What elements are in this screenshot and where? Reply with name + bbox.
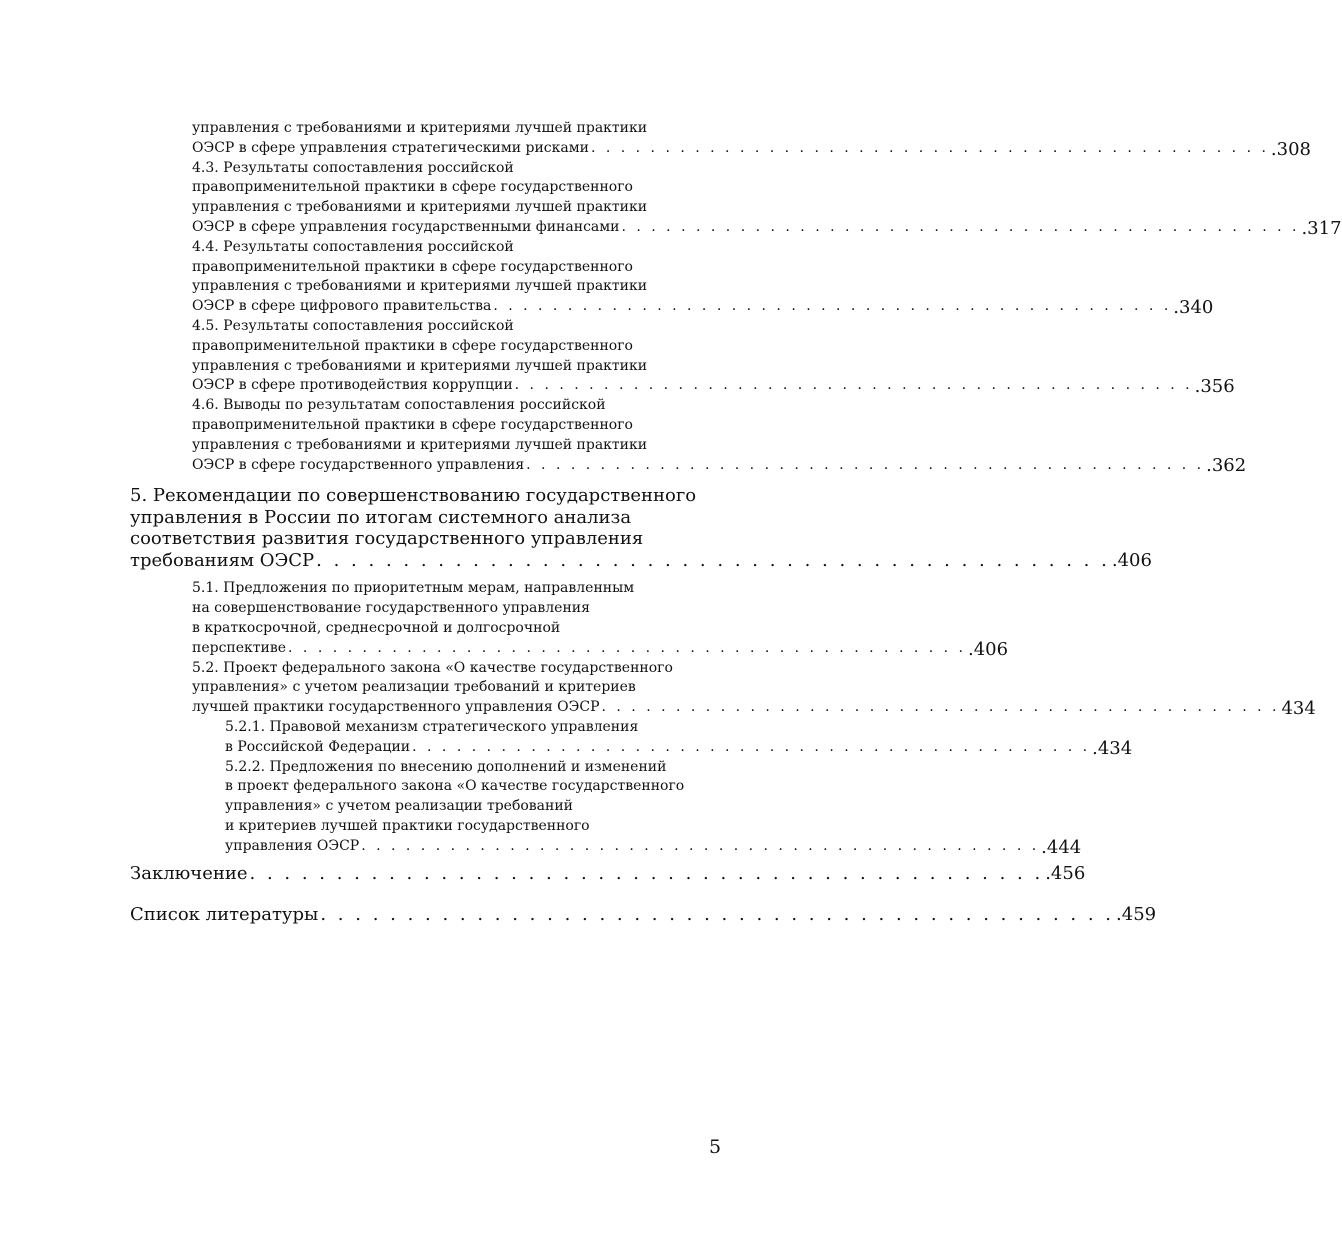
toc-page-number: .459 [1116, 904, 1157, 925]
toc-entry-line: управления в России по итогам системного анализа [130, 506, 632, 528]
toc-entry[interactable] [192, 317, 1235, 398]
toc-entry[interactable] [192, 659, 1316, 719]
toc-entry-line: на совершенствование государственного управления [192, 600, 590, 617]
toc-entry-line: 5.2.2. Предложения по внесению дополнений и изменений [225, 758, 667, 775]
toc-entry-title-end: ОЭСР в сфере государственного управления [192, 456, 525, 473]
toc-page-number: .406 [968, 638, 1009, 660]
toc-page-number: 434 [1281, 697, 1316, 719]
toc-page-number: .456 [1045, 862, 1086, 884]
toc-entry-title-end: требованиям ОЭСР [130, 549, 315, 571]
toc-entry-line: 5.2. Проект федерального закона «О качестве государственного [192, 659, 673, 676]
toc-leader-dots: . . . . . . . . . . . . . . . . . . . . . . . . . . . . . . . . . . . . . . . . . . . . . . [590, 139, 1269, 156]
toc-entry[interactable] [192, 119, 1311, 160]
toc-entry-subsection[interactable] [225, 718, 1133, 759]
toc-page-number: .362 [1206, 455, 1247, 477]
toc-entry-line: управления с требованиями и критериями лучшей практики [192, 199, 648, 216]
toc-leader-dots: . . . . . . . . . . . . . . . . . . . . . . . . . . . . . . . . . . . . . . . . . . . . . . [514, 377, 1193, 394]
toc-page-number: .444 [1041, 836, 1082, 858]
toc-leader-dots: . . . . . . . . . . . . . . . . . . . . . . . . . . . . . . . . . . . . . . . . . . . . . . [621, 218, 1300, 235]
toc-entry-title-end: ОЭСР в сфере управления стратегическими рисками [192, 139, 589, 156]
toc-page-number: .340 [1173, 296, 1214, 318]
toc-entry-line: 5.2.1. Правовой механизм стратегического управления [225, 718, 639, 735]
toc-page-number: .356 [1194, 376, 1235, 398]
toc-leader-dots: . . . . . . . . . . . . . . . . . . . . . . . . . . . . . . . . . . . . . . . . . . . . . . [249, 862, 1044, 884]
toc-entry-subsection[interactable] [225, 758, 1082, 858]
toc-entry-title-end: Заключение [130, 862, 248, 884]
toc-leader-dots: . . . . . . . . . . . . . . . . . . . . . . . . . . . . . . . . . . . . . . . . . . . . . . [320, 904, 1115, 925]
toc-entry-references[interactable] [130, 904, 1157, 926]
toc-leader-dots: . . . . . . . . . . . . . . . . . . . . . . . . . . . . . . . . . . . . . . . . . . . . . . [361, 837, 1040, 854]
toc-entry-title-end: ОЭСР в сфере противодействия коррупции [192, 377, 513, 394]
toc-leader-dots: . . . . . . . . . . . . . . . . . . . . . . . . . . . . . . . . . . . . . . . . . . . . . . [601, 699, 1280, 716]
toc-entry-line: управления» с учетом реализации требований и критериев [192, 679, 636, 696]
toc-entry-line: правоприменительной практики в сфере государственного [192, 179, 633, 196]
toc-entry-title-end: лучшей практики государственного управления ОЭСР [192, 699, 600, 716]
toc-entry-conclusion[interactable] [130, 862, 1086, 885]
toc-entry-title-end: в Российской Федерации [225, 738, 411, 755]
toc-entry-title-end: Список литературы [130, 904, 319, 925]
toc-entry-line: правоприменительной практики в сфере государственного [192, 337, 633, 354]
toc-page-number: .317 [1301, 217, 1342, 239]
toc-entry-line: управления» с учетом реализации требований [225, 798, 574, 815]
toc-entry-title-end: управления ОЭСР [225, 837, 360, 854]
toc-entry-line: правоприменительной практики в сфере государственного [192, 258, 633, 275]
toc-leader-dots: . . . . . . . . . . . . . . . . . . . . . . . . . . . . . . . . . . . . . . . . . . . . . . [412, 738, 1091, 755]
toc-entry-line: и критериев лучшей практики государственного [225, 817, 590, 834]
toc-entry-line: 5. Рекомендации по совершенствованию государственного [130, 485, 697, 507]
toc-leader-dots: . . . . . . . . . . . . . . . . . . . . . . . . . . . . . . . . . . . . . . . . . . . . . . [316, 549, 1110, 571]
toc-entry-line: 4.5. Результаты сопоставления российской [192, 317, 514, 334]
toc-page-number: .308 [1270, 138, 1311, 160]
toc-entry-line: управления с требованиями и критериями лучшей практики [192, 357, 648, 374]
toc-entry[interactable] [192, 396, 1247, 477]
toc-entry-line: 4.6. Выводы по результатам сопоставления российской [192, 397, 606, 414]
toc-entry-line: правоприменительной практики в сфере государственного [192, 416, 633, 433]
toc-leader-dots: . . . . . . . . . . . . . . . . . . . . . . . . . . . . . . . . . . . . . . . . . . . . . . [493, 298, 1172, 315]
toc-entry[interactable] [192, 238, 1214, 318]
toc-leader-dots: . . . . . . . . . . . . . . . . . . . . . . . . . . . . . . . . . . . . . . . . . . . . . . [288, 639, 966, 656]
toc-entry-line: 4.3. Результаты сопоставления российской [192, 159, 514, 176]
toc-entry-line: 4.4. Результаты сопоставления российской [192, 238, 514, 255]
toc-entry-line: в краткосрочной, среднесрочной и долгосрочной [192, 619, 561, 636]
table-of-contents [130, 119, 1342, 926]
toc-entry-line: управления с требованиями и критериями лучшей практики [192, 436, 648, 453]
toc-entry-line: соответствия развития государственного управления [130, 528, 644, 550]
toc-entry-line: управления с требованиями и критериями лучшей практики [192, 120, 648, 136]
toc-entry-title-end: ОЭСР в сфере цифрового правительства [192, 298, 492, 315]
page-number: 5 [709, 1136, 722, 1158]
toc-entry-line: 5.1. Предложения по приоритетным мерам, направленным [192, 580, 635, 597]
toc-entry[interactable] [192, 159, 1342, 239]
toc-page-number: .434 [1092, 737, 1133, 759]
toc-entry-title-end: перспективе [192, 639, 287, 656]
toc-entry[interactable] [192, 579, 1009, 660]
toc-entry-line: в проект федерального закона «О качестве государственного [225, 778, 685, 795]
toc-entry-title-end: ОЭСР в сфере управления государственными финансами [192, 218, 620, 235]
toc-leader-dots: . . . . . . . . . . . . . . . . . . . . . . . . . . . . . . . . . . . . . . . . . . . . . . [526, 456, 1205, 473]
toc-page-number: .406 [1111, 549, 1152, 571]
toc-entry-chapter[interactable] [130, 485, 1152, 571]
toc-entry-line: управления с требованиями и критериями лучшей практики [192, 278, 648, 295]
